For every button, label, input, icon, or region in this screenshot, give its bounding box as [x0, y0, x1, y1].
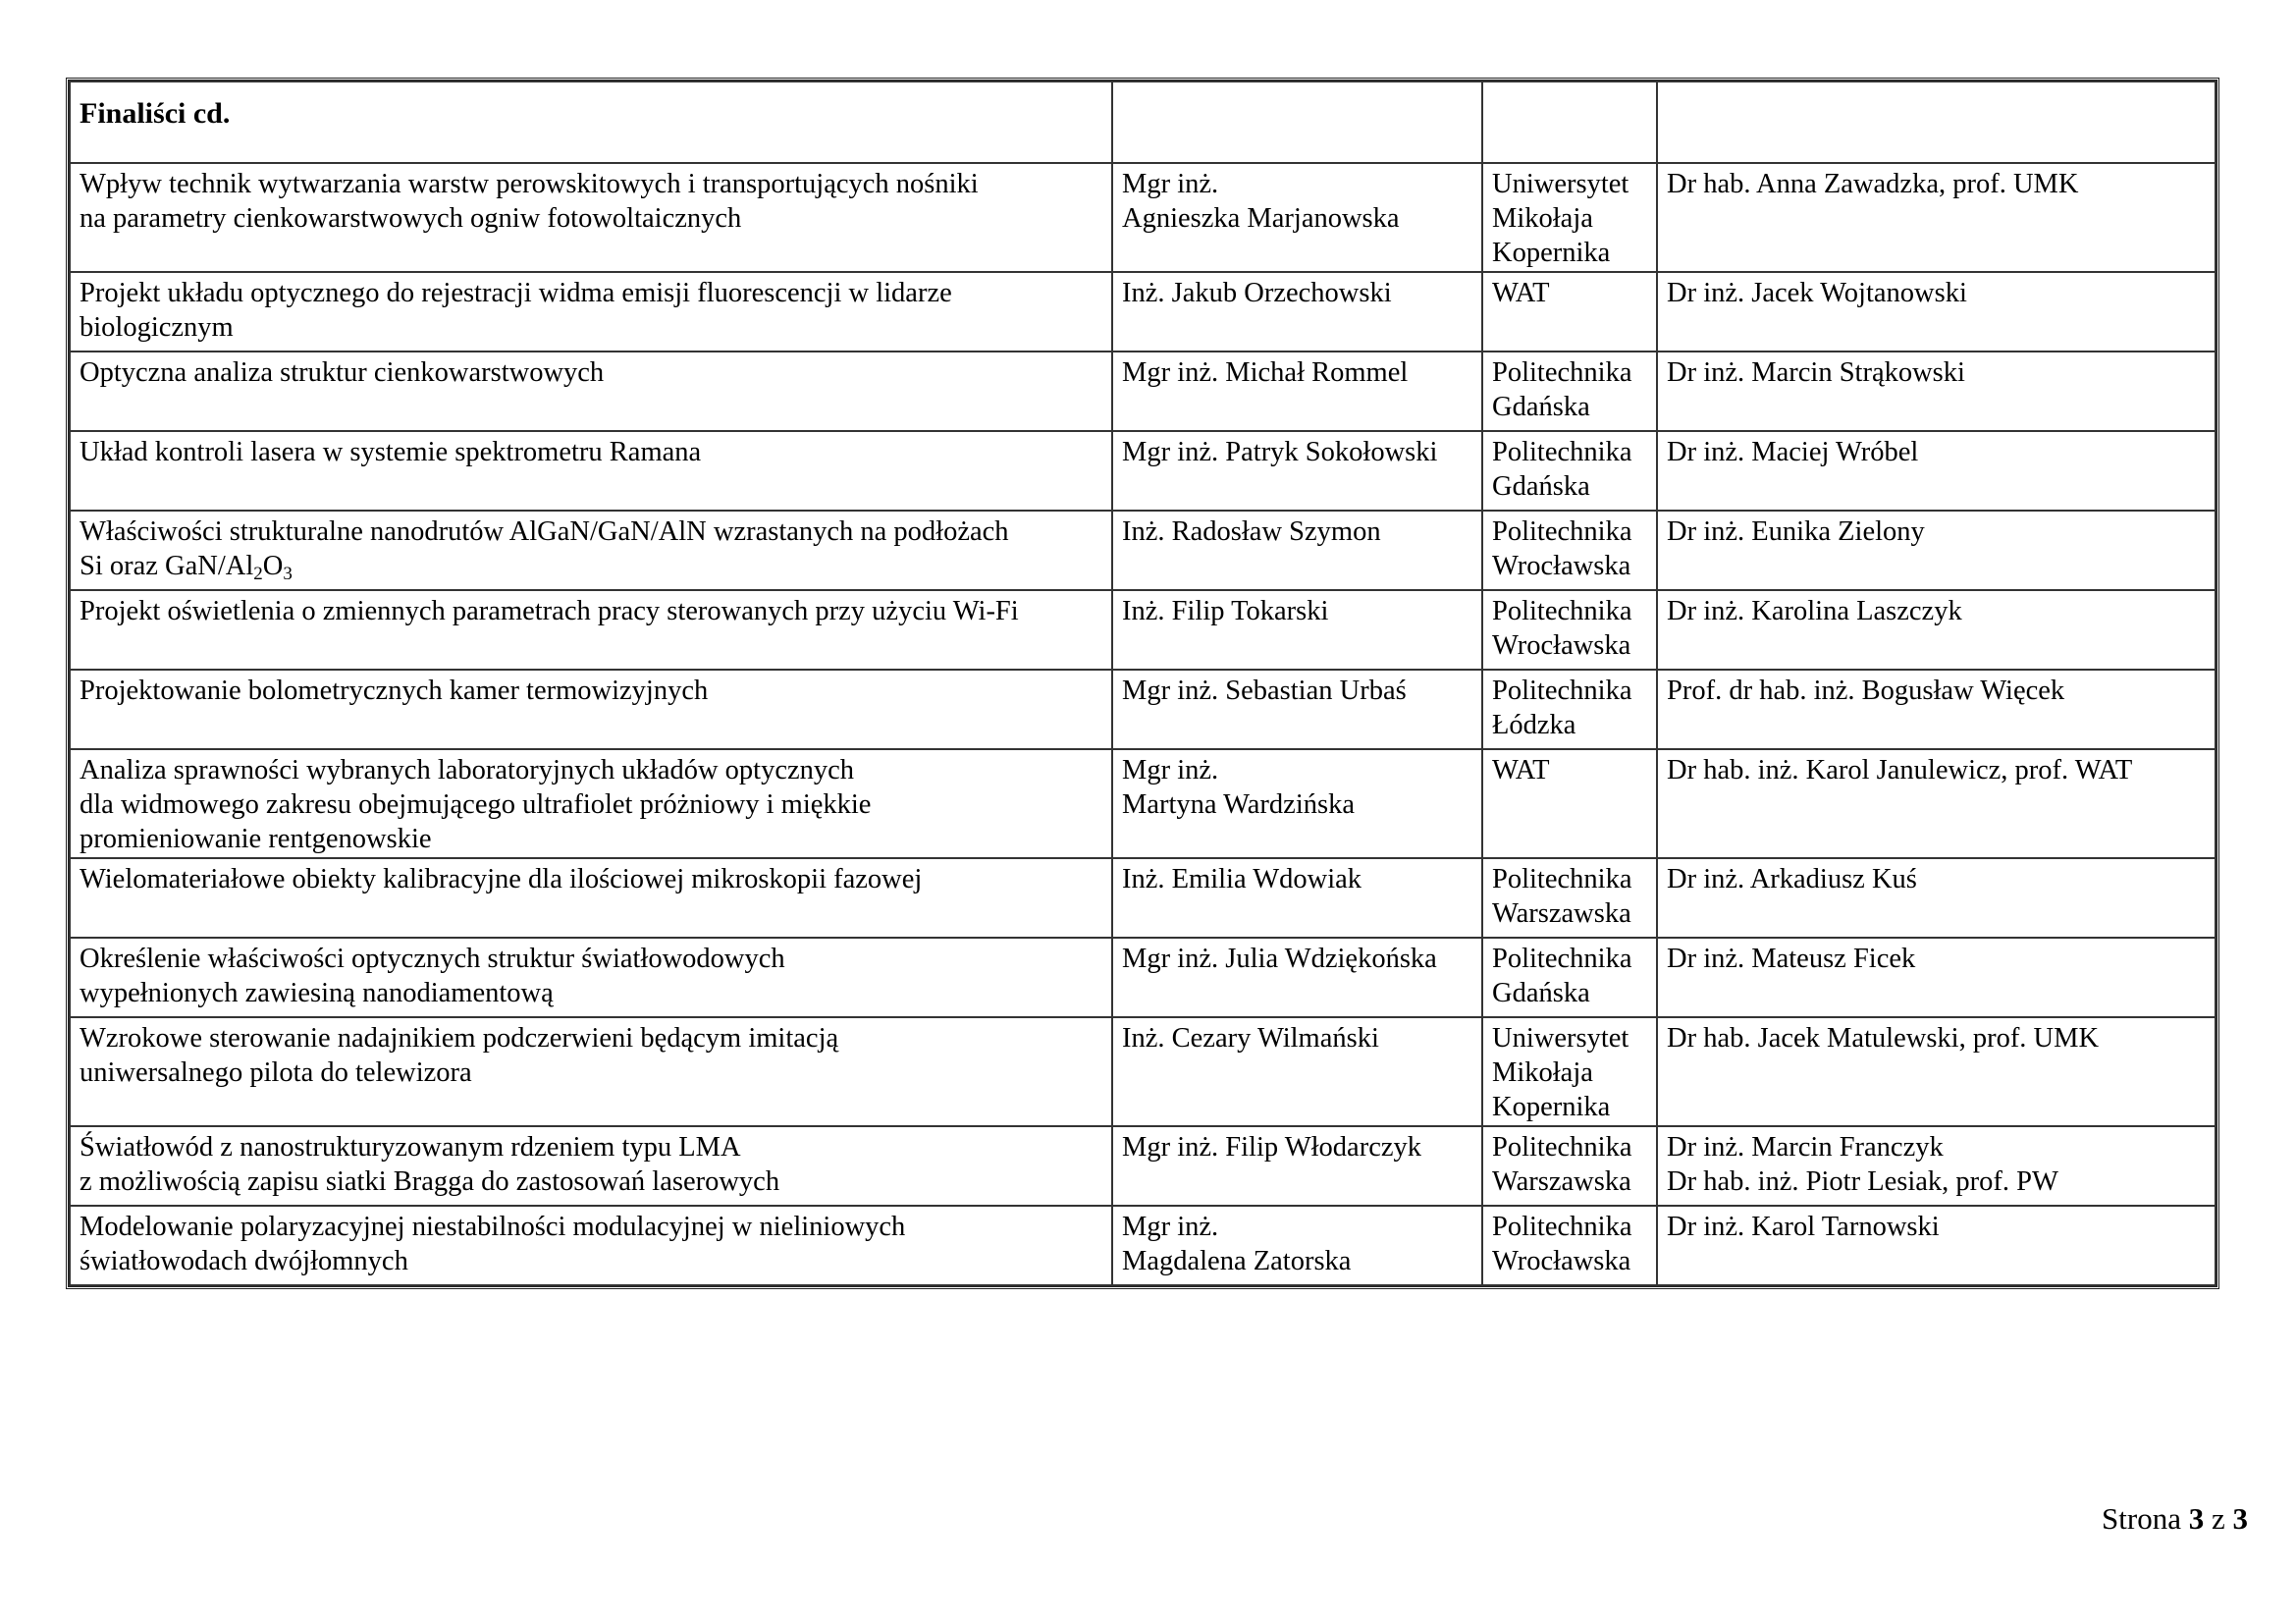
supervisor-cell — [1657, 1017, 2216, 1126]
university-line: Gdańska — [1492, 392, 1590, 422]
university-line: Politechnika — [1492, 437, 1632, 467]
formula-subscript: 3 — [283, 564, 293, 584]
university-line: Mikołaja — [1492, 203, 1593, 234]
university-cell — [1482, 749, 1657, 858]
supervisor-line: Dr inż. Maciej Wróbel — [1667, 437, 1919, 467]
student-name-line: Inż. Cezary Wilmański — [1122, 1023, 1379, 1054]
finalists-table — [69, 81, 2216, 1286]
university-line: Politechnika — [1492, 1132, 1632, 1163]
thesis-title-line: Modelowanie polaryzacyjnej niestabilności modulacyjnej w nieliniowych — [80, 1212, 906, 1242]
thesis-title-cell — [70, 590, 1112, 670]
university-line: Warszawska — [1492, 898, 1631, 929]
thesis-title-line: promieniowanie rentgenowskie — [80, 824, 432, 854]
student-cell — [1112, 352, 1482, 431]
page-number-prefix: Strona — [2102, 1501, 2181, 1536]
table-row — [70, 670, 2216, 749]
thesis-title-cell — [70, 670, 1112, 749]
formula-subscript: 2 — [253, 564, 263, 584]
student-name-line: Mgr inż. — [1122, 1212, 1219, 1242]
supervisor-line: Dr inż. Mateusz Ficek — [1667, 944, 1916, 974]
university-line: Uniwersytet — [1492, 1023, 1629, 1054]
university-cell — [1482, 163, 1657, 272]
formula-element: O — [262, 551, 284, 581]
student-cell — [1112, 749, 1482, 858]
university-cell — [1482, 670, 1657, 749]
thesis-title-line: Określenie właściwości optycznych struktur światłowodowych — [80, 944, 785, 974]
thesis-title-cell — [70, 163, 1112, 272]
student-name-line: Inż. Emilia Wdowiak — [1122, 864, 1362, 894]
thesis-title-line: wypełnionych zawiesiną nanodiamentową — [80, 978, 554, 1008]
supervisor-cell — [1657, 431, 2216, 511]
page-number-separator: z — [2211, 1501, 2225, 1536]
student-cell — [1112, 431, 1482, 511]
thesis-title-cell — [70, 431, 1112, 511]
supervisor-line: Dr inż. Karol Tarnowski — [1667, 1212, 1940, 1242]
student-name-line: Agnieszka Marjanowska — [1122, 203, 1400, 234]
thesis-title-cell — [70, 352, 1112, 431]
thesis-title-cell — [70, 1206, 1112, 1285]
student-cell — [1112, 1017, 1482, 1126]
thesis-title-line: Projektowanie bolometrycznych kamer termowizyjnych — [80, 676, 709, 706]
supervisor-cell — [1657, 1126, 2216, 1206]
student-name-line: Inż. Filip Tokarski — [1122, 596, 1329, 626]
supervisor-cell — [1657, 858, 2216, 938]
table-row — [70, 749, 2216, 858]
student-cell — [1112, 670, 1482, 749]
table-row — [70, 163, 2216, 272]
supervisor-cell — [1657, 272, 2216, 352]
thesis-title-cell — [70, 272, 1112, 352]
supervisor-line: Dr inż. Karolina Laszczyk — [1667, 596, 1962, 626]
table-row — [70, 431, 2216, 511]
header-cell-student — [1112, 81, 1482, 163]
supervisor-cell — [1657, 590, 2216, 670]
supervisor-cell — [1657, 1206, 2216, 1285]
supervisor-line: Dr inż. Eunika Zielony — [1667, 516, 1925, 547]
student-cell — [1112, 272, 1482, 352]
table-row — [70, 938, 2216, 1017]
thesis-title-cell — [70, 1126, 1112, 1206]
finalists-table-frame — [66, 78, 2219, 1289]
thesis-title-line: na parametry cienkowarstwowych ogniw fotowoltaicznych — [80, 203, 742, 234]
supervisor-cell — [1657, 749, 2216, 858]
thesis-title-line: z możliwością zapisu siatki Bragga do zastosowań laserowych — [80, 1166, 780, 1197]
student-name-line: Inż. Jakub Orzechowski — [1122, 278, 1392, 308]
university-line: Wrocławska — [1492, 630, 1631, 661]
university-line: Kopernika — [1492, 1092, 1611, 1122]
thesis-title-cell — [70, 858, 1112, 938]
student-name-line: Inż. Radosław Szymon — [1122, 516, 1381, 547]
university-cell — [1482, 431, 1657, 511]
student-name-line: Mgr inż. Julia Wdziękońska — [1122, 944, 1437, 974]
table-row — [70, 590, 2216, 670]
thesis-title-cell — [70, 749, 1112, 858]
university-cell — [1482, 590, 1657, 670]
student-name-line: Martyna Wardzińska — [1122, 789, 1355, 820]
university-line: Politechnika — [1492, 676, 1632, 706]
section-title: Finaliści cd. — [70, 81, 1112, 163]
supervisor-cell — [1657, 938, 2216, 1017]
thesis-title-line: biologicznym — [80, 312, 234, 343]
header-cell-university — [1482, 81, 1657, 163]
student-cell — [1112, 511, 1482, 590]
table-row — [70, 858, 2216, 938]
university-cell — [1482, 1017, 1657, 1126]
thesis-title-line: Projekt oświetlenia o zmiennych parametrach pracy sterowanych przy użyciu Wi-Fi — [80, 596, 1019, 626]
university-line: Wrocławska — [1492, 1246, 1631, 1276]
student-cell — [1112, 1126, 1482, 1206]
thesis-title-line: Światłowód z nanostrukturyzowanym rdzeniem typu LMA — [80, 1132, 741, 1163]
student-cell — [1112, 938, 1482, 1017]
student-name-line: Mgr inż. Sebastian Urbaś — [1122, 676, 1407, 706]
table-row — [70, 511, 2216, 590]
university-line: Politechnika — [1492, 1212, 1632, 1242]
thesis-title-line: Wpływ technik wytwarzania warstw perowskitowych i transportujących nośniki — [80, 169, 979, 199]
thesis-title-cell — [70, 511, 1112, 590]
student-name-line: Mgr inż. — [1122, 169, 1219, 199]
student-name-line: Mgr inż. — [1122, 755, 1219, 785]
thesis-title-line: światłowodach dwójłomnych — [80, 1246, 408, 1276]
thesis-title-line: Właściwości strukturalne nanodrutów AlGaN/GaN/AlN wzrastanych na podłożach — [80, 516, 1009, 547]
thesis-title-line: Wzrokowe sterowanie nadajnikiem podczerwieni będącym imitacją — [80, 1023, 839, 1054]
university-line: Wrocławska — [1492, 551, 1631, 581]
university-line: Politechnika — [1492, 357, 1632, 388]
student-name-line: Mgr inż. Patryk Sokołowski — [1122, 437, 1438, 467]
supervisor-line: Dr hab. inż. Piotr Lesiak, prof. PW — [1667, 1166, 2058, 1197]
thesis-title-cell — [70, 1017, 1112, 1126]
student-cell — [1112, 163, 1482, 272]
supervisor-line: Dr hab. Anna Zawadzka, prof. UMK — [1667, 169, 2079, 199]
supervisor-line: Dr hab. inż. Karol Janulewicz, prof. WAT — [1667, 755, 2133, 785]
supervisor-cell — [1657, 511, 2216, 590]
header-cell-supervisor — [1657, 81, 2216, 163]
university-line: Łódzka — [1492, 710, 1576, 740]
university-line: Uniwersytet — [1492, 169, 1629, 199]
supervisor-line: Dr inż. Marcin Franczyk — [1667, 1132, 1944, 1163]
supervisor-line: Dr inż. Jacek Wojtanowski — [1667, 278, 1967, 308]
university-line: Mikołaja — [1492, 1057, 1593, 1088]
supervisor-cell — [1657, 670, 2216, 749]
page-number-total: 3 — [2232, 1501, 2248, 1536]
university-cell — [1482, 352, 1657, 431]
thesis-title-line: Układ kontroli lasera w systemie spektrometru Ramana — [80, 437, 702, 467]
supervisor-cell — [1657, 352, 2216, 431]
university-line: Warszawska — [1492, 1166, 1631, 1197]
supervisor-line: Dr hab. Jacek Matulewski, prof. UMK — [1667, 1023, 2100, 1054]
university-line: WAT — [1492, 278, 1550, 308]
university-cell — [1482, 1126, 1657, 1206]
table-row — [70, 1206, 2216, 1285]
supervisor-line: Dr inż. Arkadiusz Kuś — [1667, 864, 1917, 894]
page-number-current: 3 — [2188, 1501, 2205, 1536]
supervisor-cell — [1657, 163, 2216, 272]
thesis-title-line: Optyczna analiza struktur cienkowarstwowych — [80, 357, 605, 388]
thesis-title-line: Projekt układu optycznego do rejestracji widma emisji fluorescencji w lidarze — [80, 278, 952, 308]
university-line: Politechnika — [1492, 864, 1632, 894]
table-row — [70, 1017, 2216, 1126]
table-header-row — [70, 81, 2216, 163]
student-name-line: Mgr inż. Michał Rommel — [1122, 357, 1409, 388]
university-line: Politechnika — [1492, 944, 1632, 974]
supervisor-line: Prof. dr hab. inż. Bogusław Więcek — [1667, 676, 2065, 706]
student-cell — [1112, 1206, 1482, 1285]
thesis-title-cell — [70, 938, 1112, 1017]
student-cell — [1112, 858, 1482, 938]
university-line: Politechnika — [1492, 516, 1632, 547]
student-cell — [1112, 590, 1482, 670]
supervisor-line: Dr inż. Marcin Strąkowski — [1667, 357, 1965, 388]
table-row — [70, 352, 2216, 431]
chemical-formula-line — [80, 549, 1102, 583]
university-cell — [1482, 938, 1657, 1017]
thesis-title-line: uniwersalnego pilota do telewizora — [80, 1057, 472, 1088]
university-line: Kopernika — [1492, 238, 1611, 268]
table-row — [70, 272, 2216, 352]
thesis-title-line: dla widmowego zakresu obejmującego ultrafiolet próżniowy i miękkie — [80, 789, 872, 820]
student-name-line: Mgr inż. Filip Włodarczyk — [1122, 1132, 1421, 1163]
university-line: WAT — [1492, 755, 1550, 785]
thesis-title-line: Analiza sprawności wybranych laboratoryjnych układów optycznych — [80, 755, 855, 785]
university-cell — [1482, 511, 1657, 590]
thesis-title-line: Wielomateriałowe obiekty kalibracyjne dla ilościowej mikroskopii fazowej — [80, 864, 923, 894]
university-line: Politechnika — [1492, 596, 1632, 626]
university-line: Gdańska — [1492, 978, 1590, 1008]
page-number — [2102, 1501, 2248, 1537]
formula-prefix: Si oraz GaN/Al — [80, 551, 254, 581]
university-cell — [1482, 858, 1657, 938]
university-line: Gdańska — [1492, 471, 1590, 502]
table-row — [70, 1126, 2216, 1206]
student-name-line: Magdalena Zatorska — [1122, 1246, 1352, 1276]
university-cell — [1482, 1206, 1657, 1285]
university-cell — [1482, 272, 1657, 352]
